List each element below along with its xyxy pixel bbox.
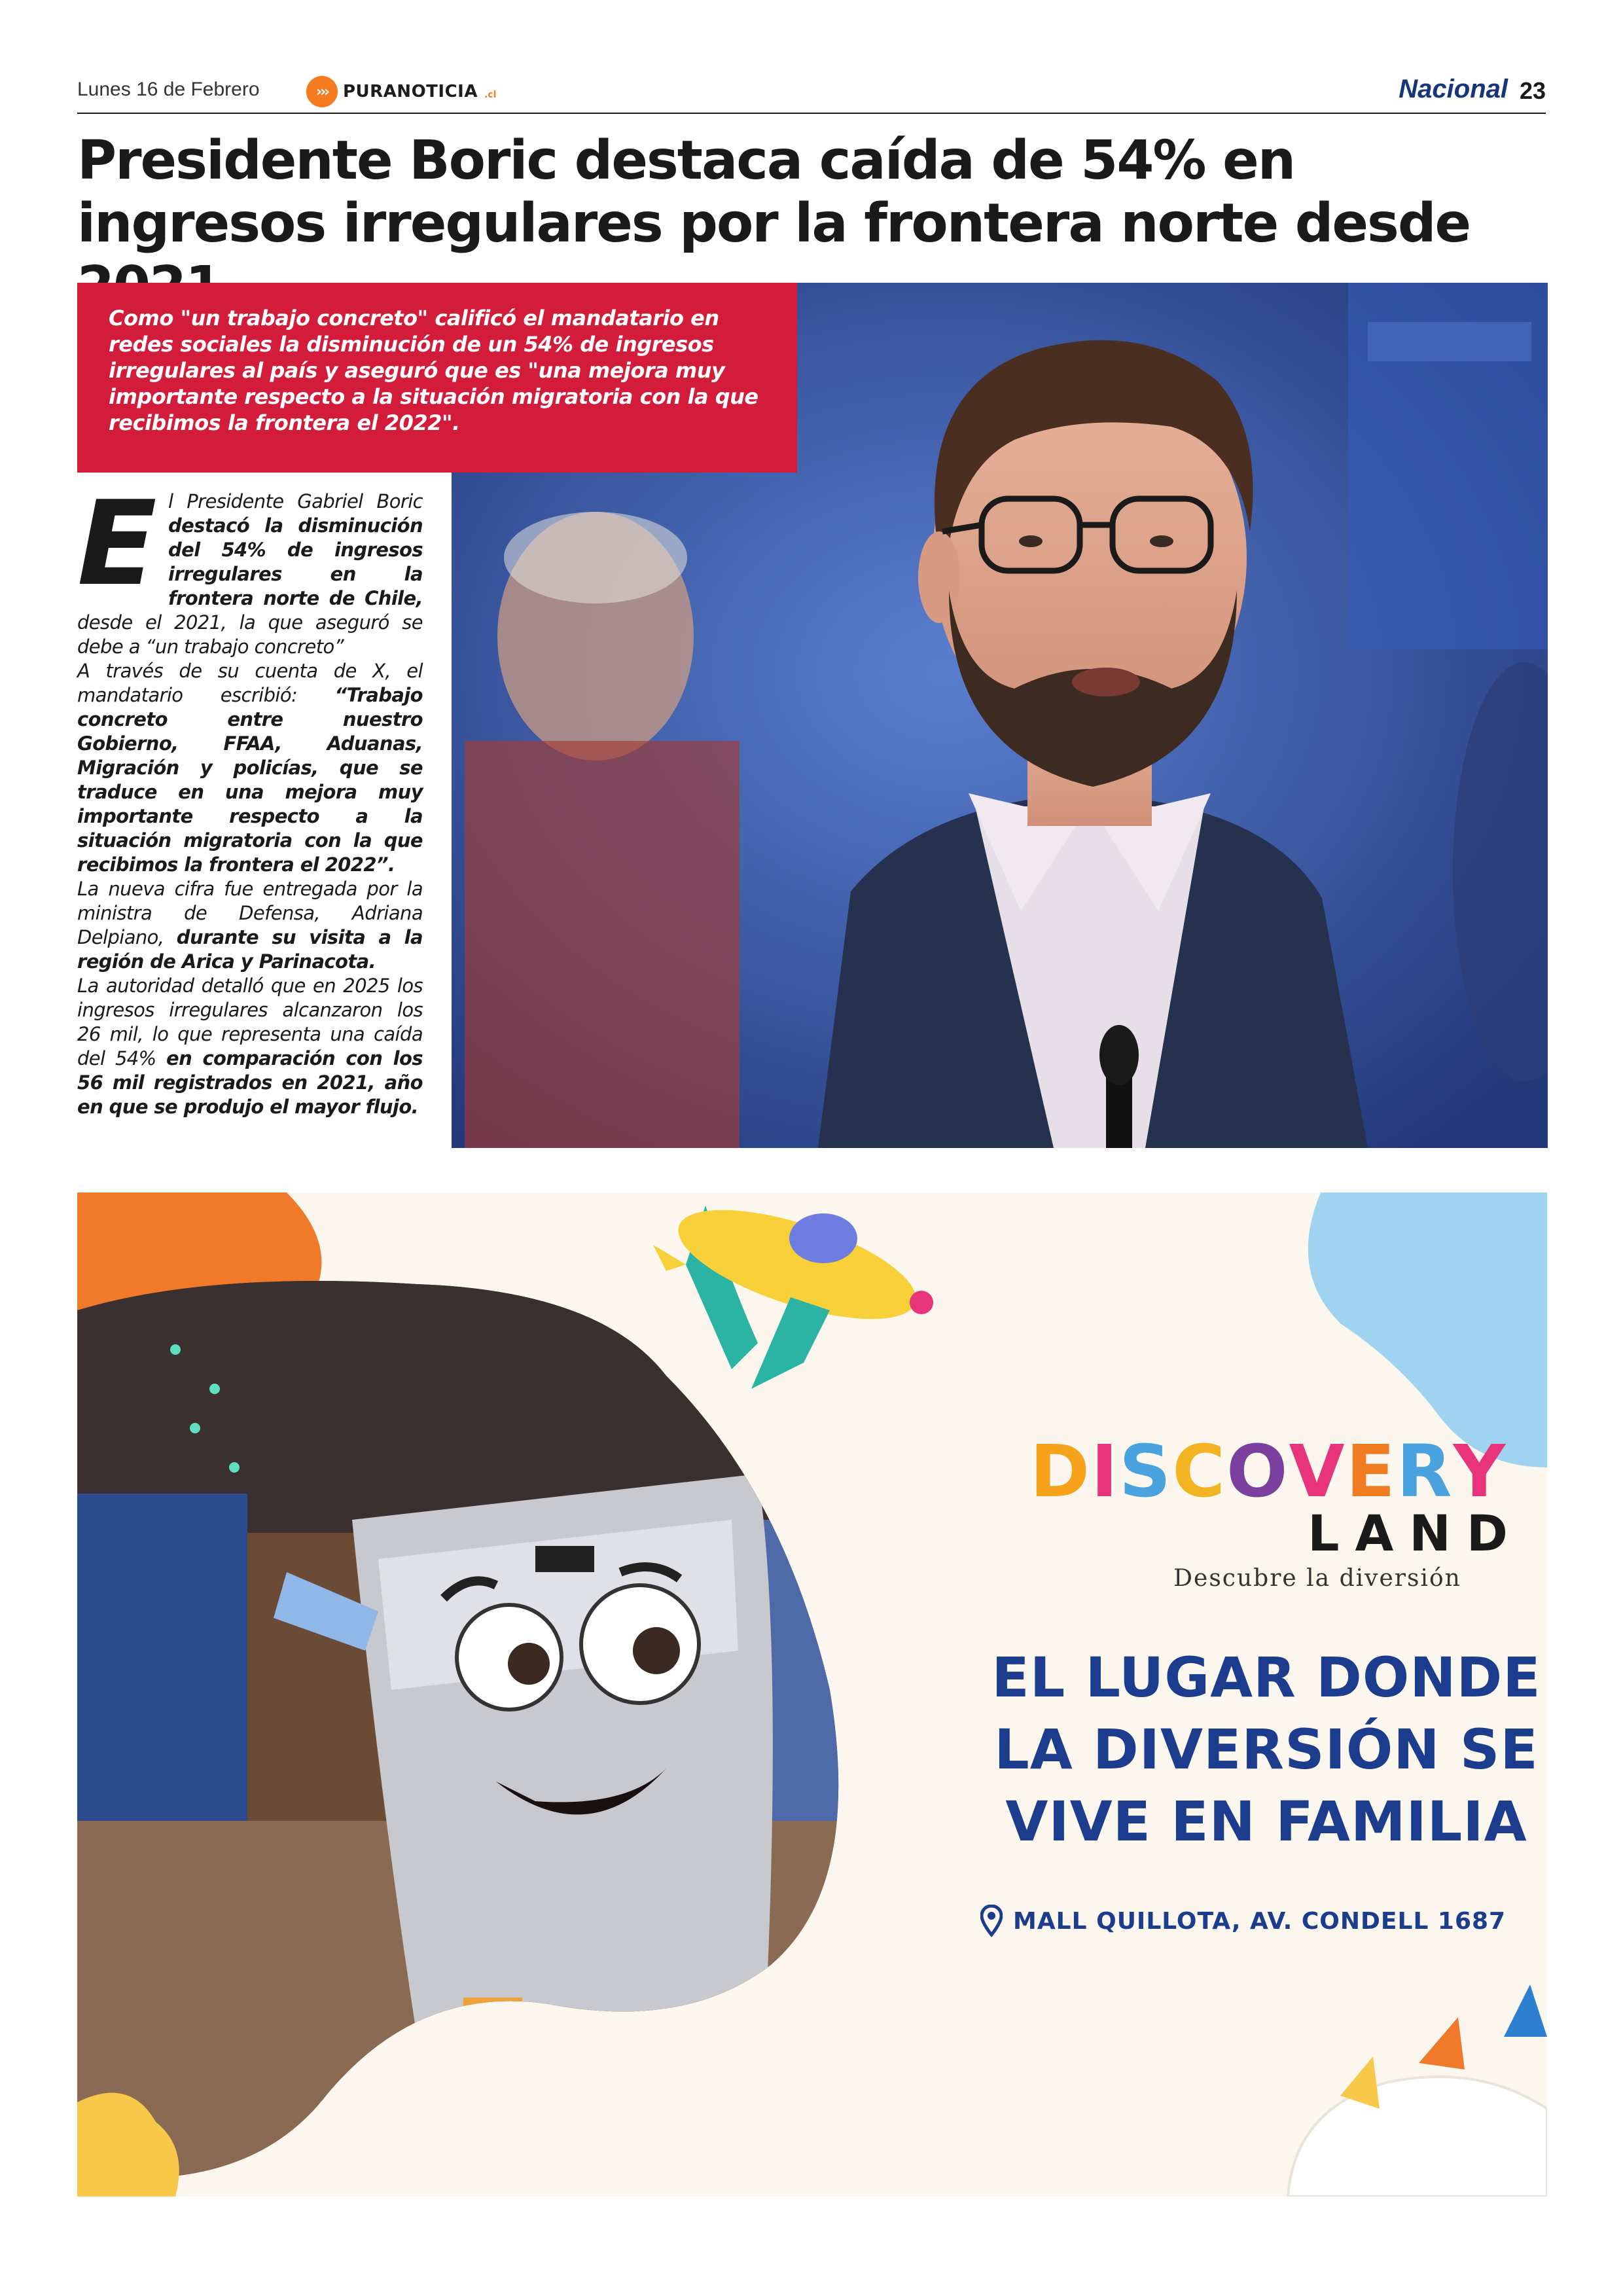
sun-bunting-shape [1288, 1984, 1547, 2197]
logo-letter: R [1396, 1429, 1454, 1513]
p2-text-a: A través de su cuenta de X, el mandatario escribió: [77, 660, 423, 706]
p3-text-bold: durante su visita a la región de Arica y Parinacota. [77, 926, 423, 973]
p4-text-a: La autoridad detalló que en 2025 los ingresos irregulares alcanzaron los 26 mil, lo que representa una caída del 54% [77, 975, 423, 1069]
logo-letter: C [1172, 1429, 1227, 1513]
blue-blob-shape [1308, 1193, 1547, 1467]
header-divider [77, 113, 1546, 114]
logo-letter: D [1029, 1429, 1092, 1513]
section-name: Nacional [1399, 75, 1508, 103]
ad-address-text: MALL QUILLOTA, AV. CONDELL 1687 [1013, 1907, 1507, 1935]
brand-name: PURANOTICIA [343, 82, 478, 101]
slogan-line: EL LUGAR DONDE [991, 1645, 1541, 1710]
logo-letter: Y [1453, 1429, 1507, 1513]
article-body [77, 476, 423, 1119]
brand-logo-icon: ››› [306, 76, 338, 107]
ad-address [980, 1905, 1506, 1937]
page-number: 23 [1519, 77, 1546, 104]
p3-text-a: La nueva cifra fue entregada por la ministra de Defensa, Adriana Delpiano, [77, 878, 423, 948]
mascot-photo [77, 1258, 863, 2197]
paragraph-3 [77, 877, 423, 974]
discovery-land-logo [987, 1429, 1547, 1592]
slogan-line: LA DIVERSIÓN SE [994, 1717, 1539, 1782]
discovery-land-ad[interactable] [77, 1193, 1547, 2197]
logo-discovery-word [987, 1429, 1547, 1513]
article-lead: Como "un trabajo concreto" calificó el mandatario en redes sociales la disminución de un 54% de ingresos irregulares al país y aseguró que es "una mejora muy importante respecto a la situación migratoria con la que recibimos la frontera el 2022". [109, 306, 758, 435]
logo-letter: S [1119, 1429, 1173, 1513]
drop-cap: E [77, 476, 156, 611]
slogan-line: VIVE EN FAMILIA [1005, 1789, 1527, 1854]
header-date: Lunes 16 de Febrero [77, 79, 260, 100]
logo-letter: V [1289, 1429, 1346, 1513]
brand-suffix: .cl [484, 90, 497, 100]
article-headline: Presidente Boric destaca caída de 54% en ingresos irregulares por la frontera norte desde [77, 130, 1471, 255]
airplane-icon [653, 1193, 933, 1389]
paragraph-4 [77, 974, 423, 1119]
logo-letter: O [1226, 1429, 1289, 1513]
article-lead-box [77, 283, 797, 473]
location-pin-icon [980, 1905, 1003, 1937]
p1-text-c: desde el 2021, la que aseguró se debe a “un trabajo concreto” [77, 611, 423, 658]
p4-text-bold: en comparación con los 56 mil registrados en 2021, año en que se produjo el mayor flujo. [77, 1047, 423, 1118]
brand-logo[interactable] [306, 76, 496, 107]
logo-land-word: LAND [1308, 1504, 1524, 1562]
p2-text-bold: “Trabajo concreto entre nuestro Gobierno, FFAA, Aduanas, Migración y policías, que se traduce en una mejora muy importante respecto a la situación migratoria con la que recibimos la frontera el 2022”. [77, 684, 423, 876]
p1-text-a: l Presidente Gabriel Boric [168, 490, 423, 512]
ad-tagline: Descubre la diversión [1173, 1565, 1461, 1592]
section-label-wrap [1399, 75, 1508, 104]
paragraph-2 [77, 659, 423, 877]
logo-letter: I [1091, 1429, 1120, 1513]
ad-slogan [955, 1641, 1547, 1857]
p1-text-bold: destacó la disminución del 54% de ingresos irregulares en la frontera norte de Chile, [168, 514, 423, 609]
logo-letter: E [1346, 1429, 1397, 1513]
